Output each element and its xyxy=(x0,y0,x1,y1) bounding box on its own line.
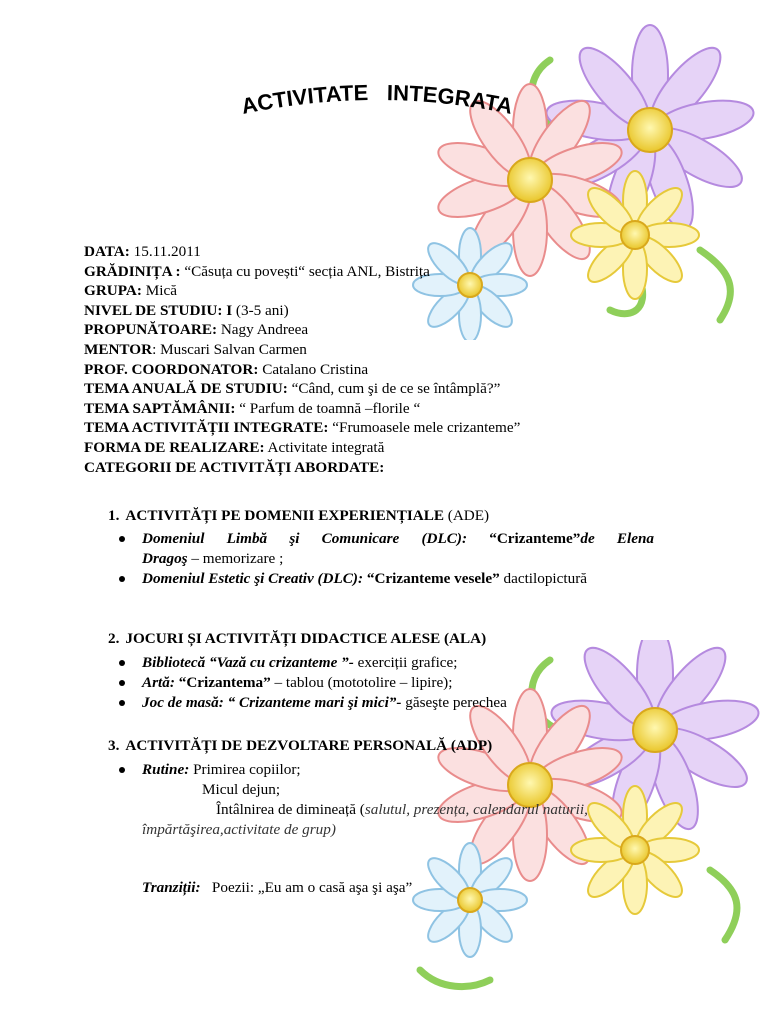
meta-value: “Când, cum şi de ce se întâmplă?” xyxy=(287,380,501,398)
rutine-details: salutul, prezența, calendarul naturii, xyxy=(364,801,588,818)
meta-row xyxy=(84,262,704,282)
section-number: 3. xyxy=(108,737,120,754)
activity-title: “Crizanteme vesele” xyxy=(363,570,500,587)
rutine-details-cont: împărtăşirea,activitate de grup) xyxy=(142,821,336,838)
meta-value: Mică xyxy=(141,282,177,300)
section-number: 2. xyxy=(108,630,120,647)
bullet-icon xyxy=(119,680,125,686)
meta-value: “Frumoasele mele crizanteme” xyxy=(328,419,521,437)
activity-type: exerciții grafice; xyxy=(353,654,458,671)
bullet-icon xyxy=(119,576,125,582)
author-name-cont: Dragoş xyxy=(142,550,188,567)
tranzitii-row xyxy=(142,878,642,898)
center-name: Joc de masă: “ Crizanteme mari şi mici”- xyxy=(142,694,402,711)
rutine-item xyxy=(116,800,676,820)
meta-row xyxy=(84,418,704,438)
section-title: JOCURI ȘI ACTIVITĂȚI DIDACTICE ALESE (ALA) xyxy=(125,630,487,647)
activity-type: – memorizare ; xyxy=(187,550,284,567)
meta-label: TEMA SAPTĂMÂNII: xyxy=(84,399,236,417)
ade-list xyxy=(116,529,654,589)
meta-value: Nagy Andreea xyxy=(217,321,309,339)
meta-label: PROPUNĂTOARE: xyxy=(84,321,218,339)
meta-label: PROF. COORDONATOR: xyxy=(84,360,259,378)
meta-row xyxy=(84,340,704,360)
meta-block xyxy=(84,242,704,477)
meta-label: GRUPA: xyxy=(84,282,142,300)
meta-row xyxy=(84,438,704,458)
activity-title: “Crizanteme” xyxy=(489,530,581,547)
meta-row xyxy=(84,399,704,419)
meta-label: NIVEL DE STUDIU: I xyxy=(84,301,233,319)
domain-name: Domeniul Estetic şi Creativ (DLC): xyxy=(142,570,364,587)
bullet-icon xyxy=(119,700,125,706)
bullet-icon xyxy=(119,767,125,773)
section-heading-ala xyxy=(108,630,486,648)
list-item xyxy=(116,693,676,713)
center-name: Artă: xyxy=(142,674,175,691)
meta-value: “ Parfum de toamnă –florile “ xyxy=(235,399,421,417)
center-name: Bibliotecă “Vază cu crizanteme ”- xyxy=(142,654,354,671)
page-title-text: ACTIVITATE INTEGRATA xyxy=(239,79,515,119)
meta-label: GRĂDINIȚA : xyxy=(84,262,181,280)
section-title: ACTIVITĂȚI PE DOMENII EXPERIENȚIALE xyxy=(125,507,444,524)
section-heading-ade xyxy=(108,507,489,525)
activity-type: dactilopictură xyxy=(499,570,587,587)
list-item xyxy=(116,529,654,569)
section-code: (ADE) xyxy=(443,507,490,524)
page-title xyxy=(212,78,542,128)
author-name: de Elena xyxy=(580,530,655,547)
activity-title: “Crizantema” xyxy=(174,674,271,691)
rutine-item: Primirea copiilor; xyxy=(189,761,301,778)
meta-label: TEMA ANUALĂ DE STUDIU: xyxy=(84,380,288,398)
rutine-label: Rutine: xyxy=(142,761,190,778)
meta-label: CATEGORII DE ACTIVITĂȚI ABORDATE: xyxy=(84,458,385,476)
meta-label: DATA: xyxy=(84,243,130,260)
rutine-text: Întâlnirea de dimineață ( xyxy=(216,801,365,818)
list-item xyxy=(116,673,676,693)
meta-label: MENTOR xyxy=(84,340,153,358)
list-item xyxy=(116,653,676,673)
section-number: 1. xyxy=(108,507,120,524)
meta-row xyxy=(84,281,704,301)
tranzitii-label: Tranziții: xyxy=(142,879,201,896)
meta-row xyxy=(84,242,704,262)
meta-row xyxy=(84,379,704,399)
list-item xyxy=(116,760,676,780)
meta-value: : Muscari Salvan Carmen xyxy=(152,340,307,358)
adp-list xyxy=(116,760,676,840)
meta-value: Catalano Cristina xyxy=(258,360,369,378)
rutine-item: Micul dejun; xyxy=(202,781,281,798)
list-item xyxy=(116,569,654,589)
activity-type: găseşte perechea xyxy=(401,694,507,711)
meta-row xyxy=(84,360,704,380)
bullet-icon xyxy=(119,536,125,542)
tranzitii-value: Poezii: „Eu am o casă aşa şi aşa” xyxy=(200,879,413,896)
meta-value: 15.11.2011 xyxy=(129,243,201,260)
domain-name: Domeniul Limbă şi Comunicare (DLC): xyxy=(142,530,468,547)
meta-label: FORMA DE REALIZARE: xyxy=(84,438,265,456)
meta-value: “Căsuța cu povești“ secția ANL, Bistrița xyxy=(180,262,430,280)
meta-row xyxy=(84,458,704,478)
meta-value: Activitate integrată xyxy=(264,438,385,456)
bullet-icon xyxy=(119,660,125,666)
ala-list xyxy=(116,653,676,713)
section-heading-adp xyxy=(108,737,492,755)
activity-type: – tablou (mototolire – lipire); xyxy=(270,674,453,691)
meta-value: (3-5 ani) xyxy=(232,301,289,319)
meta-row xyxy=(84,301,704,321)
meta-row xyxy=(84,320,704,340)
meta-label: TEMA ACTIVITĂȚII INTEGRATE: xyxy=(84,419,329,437)
section-title: ACTIVITĂȚI DE DEZVOLTARE PERSONALĂ (ADP) xyxy=(125,737,493,754)
